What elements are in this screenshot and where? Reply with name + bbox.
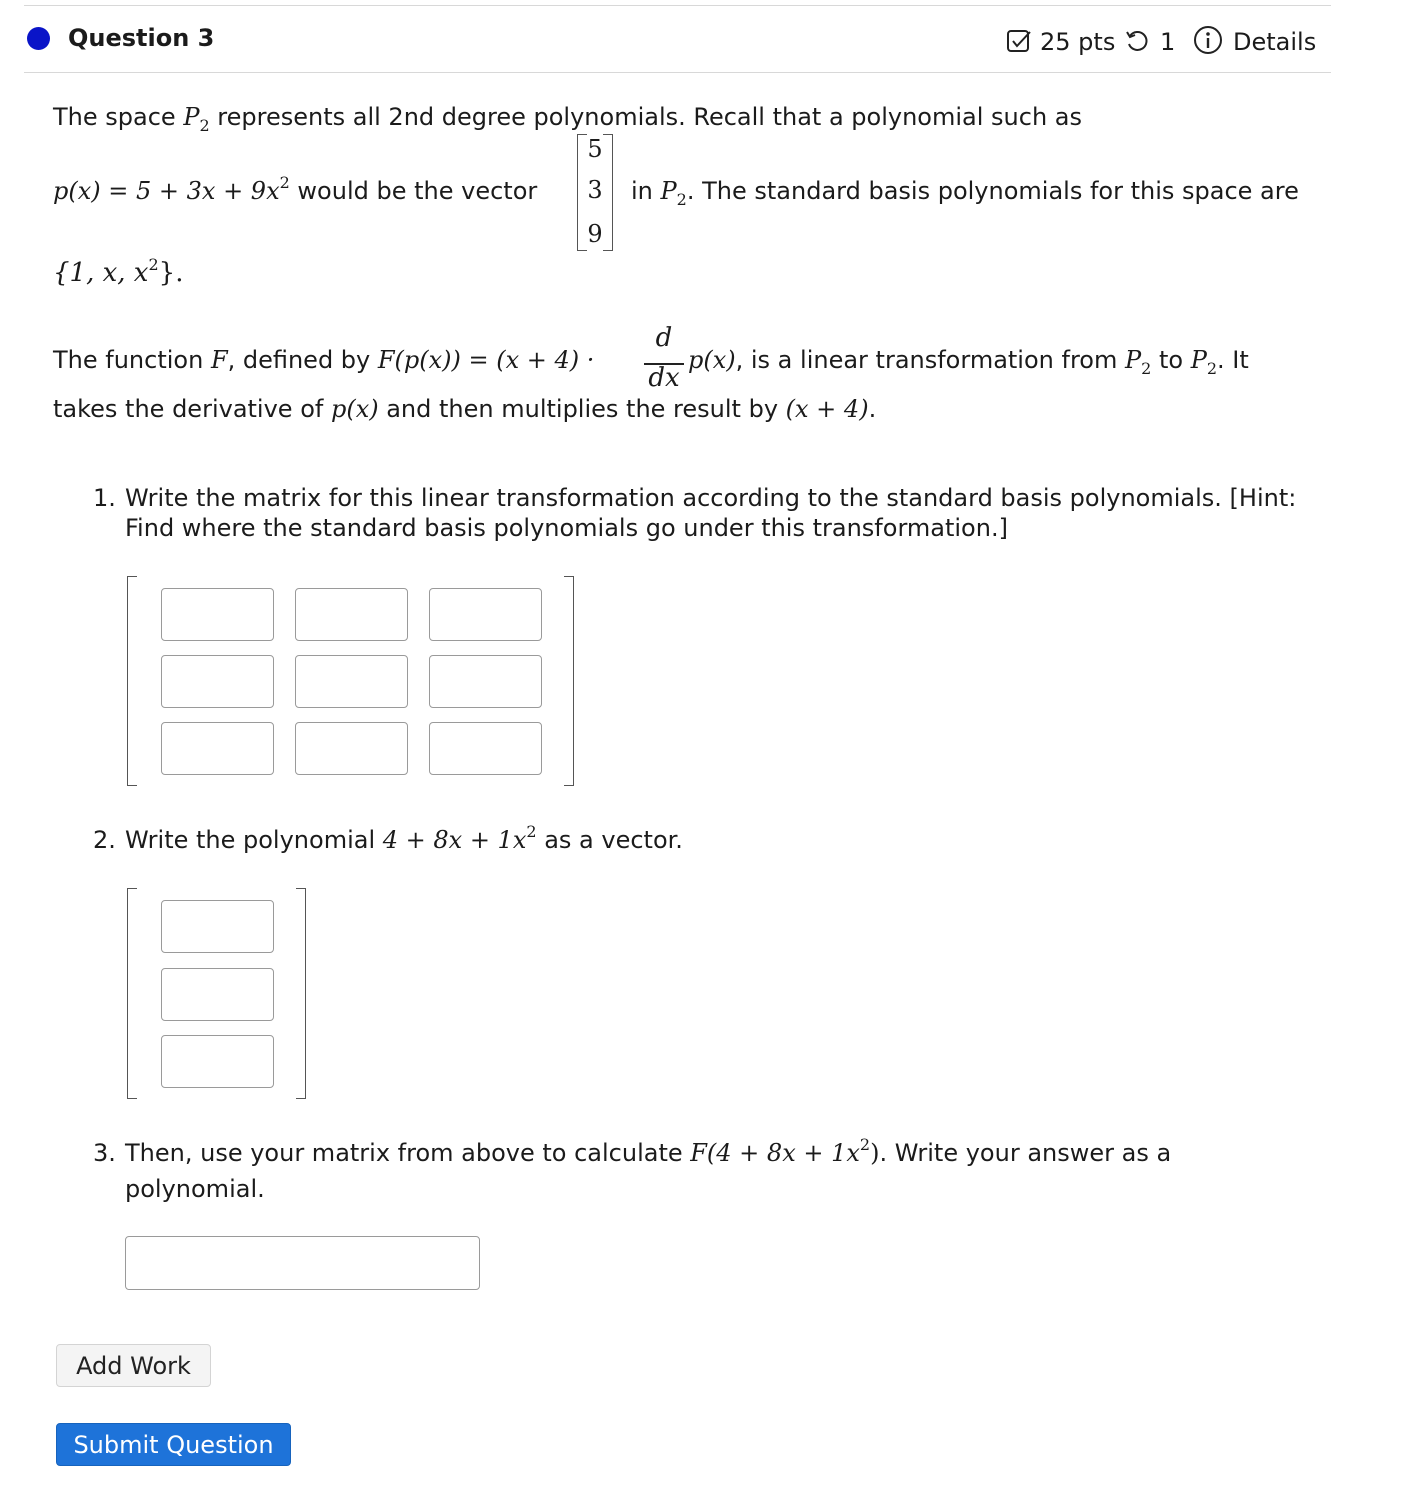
q1-number: 1.: [93, 484, 116, 512]
matrix-input-r2c2[interactable]: [295, 655, 408, 708]
q2-number: 2.: [93, 826, 116, 854]
basis-exponent: 2: [148, 255, 159, 274]
p2-subscript: 2: [199, 116, 210, 135]
function-def-left: [53, 345, 594, 375]
basis-elements: {1, x, x: [53, 258, 149, 288]
submit-question-button[interactable]: Submit Question: [56, 1423, 291, 1466]
intro-line-2-left: [53, 173, 538, 209]
x-plus-4: (x + 4): [785, 395, 869, 423]
info-icon[interactable]: [1192, 24, 1224, 56]
q3-exponent: 2: [859, 1135, 871, 1154]
in-text: in: [631, 177, 661, 205]
q3-expression: F(4 + 8x + 1x: [690, 1139, 860, 1167]
top-divider: [24, 5, 1331, 6]
matrix-input-r3c3[interactable]: [429, 722, 542, 775]
function-def-right: [688, 345, 1249, 378]
attempts-count: 1: [1160, 28, 1176, 56]
multiply-text: and then multiplies the result by: [378, 395, 786, 423]
retry-icon: [1124, 28, 1152, 56]
q3-text-a: Then, use your matrix from above to calculate: [125, 1139, 691, 1167]
checkbox-check-icon: [1006, 28, 1032, 54]
matrix-input-r3c2[interactable]: [295, 722, 408, 775]
px-symbol: p(x): [330, 395, 379, 423]
vector-entry-3: 9: [587, 220, 603, 248]
question-title: Question 3: [68, 24, 215, 52]
p2-symbol-4: P: [1190, 346, 1207, 374]
function-text-b: , defined by: [227, 346, 378, 374]
vector-right-bracket: [603, 134, 613, 251]
p2-subscript-4: 2: [1206, 359, 1218, 378]
matrix-input-r1c1[interactable]: [161, 588, 274, 641]
function-text-a: The function: [53, 346, 211, 374]
period: .: [868, 395, 877, 423]
function-text-c: , is a linear transformation from: [735, 346, 1125, 374]
q3-answer-input[interactable]: [125, 1236, 480, 1290]
p2-subscript-2: 2: [676, 190, 687, 209]
details-link[interactable]: Details: [1233, 28, 1317, 56]
intro-vector-text: would be the vector: [289, 177, 538, 205]
vector-entry-2: 3: [587, 176, 603, 204]
q3-number: 3.: [93, 1139, 116, 1167]
function-def-line-2: [53, 394, 876, 424]
intro-line-1: [53, 102, 1082, 135]
q2-exponent: 2: [526, 822, 537, 841]
matrix-input-r1c3[interactable]: [429, 588, 542, 641]
matrix-input-r3c1[interactable]: [161, 722, 274, 775]
vector-input-1[interactable]: [161, 900, 274, 953]
q2-text-b: as a vector.: [536, 826, 683, 854]
question-status-dot: [27, 27, 50, 50]
q2-polynomial: 4 + 8x + 1x: [382, 826, 527, 854]
to-text: to: [1151, 346, 1191, 374]
function-px: p(x): [688, 346, 736, 374]
basis-close: }.: [158, 258, 184, 288]
q3-line-2: polynomial.: [125, 1175, 265, 1203]
basis-intro-text: . The standard basis polynomials for this space are: [686, 177, 1299, 205]
q1-line-2: Find where the standard basis polynomials go under this transformation.]: [125, 514, 1008, 542]
header-divider: [24, 72, 1331, 73]
vector2-right-bracket: [296, 888, 306, 1099]
q3-close-paren: ): [870, 1139, 880, 1167]
vector2-left-bracket: [127, 888, 137, 1099]
matrix-right-bracket: [564, 576, 574, 786]
basis-set: [53, 255, 184, 291]
q3-line-1: [125, 1135, 1172, 1171]
intro-text-a: The space: [53, 103, 184, 131]
vector-input-3[interactable]: [161, 1035, 274, 1088]
q3-text-b: . Write your answer as a: [879, 1139, 1172, 1167]
f-symbol: F: [210, 346, 228, 374]
p2-symbol-2: P: [660, 177, 677, 205]
p2-symbol: P: [183, 103, 200, 131]
vector-entry-1: 5: [587, 135, 603, 163]
derivative-text: takes the derivative of: [53, 395, 331, 423]
matrix-input-r2c1[interactable]: [161, 655, 274, 708]
matrix-input-r1c2[interactable]: [295, 588, 408, 641]
derivative-numerator: d: [655, 323, 673, 353]
derivative-denominator: dx: [648, 363, 680, 393]
p2-symbol-3: P: [1124, 346, 1142, 374]
q2-text-a: Write the polynomial: [125, 826, 383, 854]
intro-line-2-right: [631, 176, 1299, 209]
add-work-button[interactable]: Add Work: [56, 1344, 211, 1387]
points-label: 25 pts: [1040, 28, 1116, 56]
intro-text-b: represents all 2nd degree polynomials. Recall that a polynomial such as: [209, 103, 1082, 131]
it-text: . It: [1217, 346, 1249, 374]
vector-input-2[interactable]: [161, 968, 274, 1021]
example-polynomial: p(x) = 5 + 3x + 9x: [53, 177, 280, 205]
function-expression: F(p(x)) = (x + 4) ·: [377, 346, 595, 374]
matrix-input-r2c3[interactable]: [429, 655, 542, 708]
q2-text: [125, 822, 683, 858]
q1-line-1: Write the matrix for this linear transformation according to the standard basis polynomials. [Hint:: [125, 484, 1297, 512]
matrix-left-bracket: [127, 576, 137, 786]
p2-subscript-3: 2: [1141, 359, 1152, 378]
example-exponent: 2: [279, 173, 290, 192]
